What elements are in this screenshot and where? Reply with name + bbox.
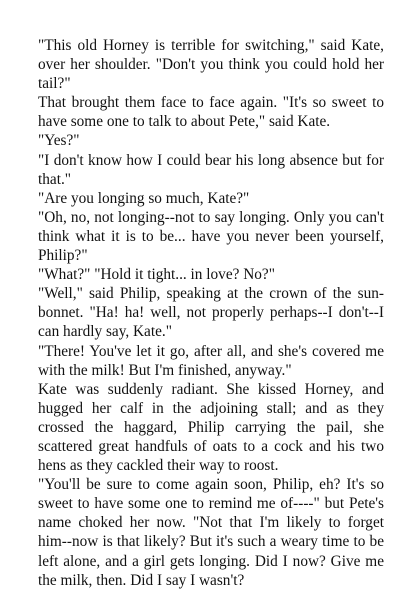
paragraph: "Oh, no, not longing--not to say longing. Only you can't think what it is to be... have you never been yourself, Philip?" xyxy=(38,208,384,265)
paragraph: That brought them face to face again. "It's so sweet to have some one to talk to about Pete," said Kate. xyxy=(38,94,384,131)
paragraph: "I don't know how I could bear his long absence but for that." xyxy=(38,151,384,188)
paragraph: "You'll be sure to come again soon, Philip, eh? It's so sweet to have some one to remind me of----" but Pete's name choked her now. "Not that I'm likely to forget him--now is that likely? But it's such a weary time to be left alone, and a girl gets longing. Did I now? Give me the milk, then. Did I say I wasn't? xyxy=(38,476,384,589)
paragraph: "This old Horney is terrible for switching," said Kate, over her shoulder. "Don't you think you could hold her tail?" xyxy=(38,37,384,93)
paragraph: "Are you longing so much, Kate?" xyxy=(38,189,250,207)
paragraph: "Yes?" xyxy=(38,132,80,150)
paragraph: "Well," said Philip, speaking at the crown of the sun-bonnet. "Ha! ha! well, not properly perhaps--I don't--I can hardly say, Kate." xyxy=(38,285,384,341)
paragraph: Kate was suddenly radiant. She kissed Horney, and hugged her calf in the adjoining stall; and as they crossed the haggard, Philip carrying the pail, she scattered great handfuls of oats to a cock and his two hens as they cackled their way to roost. xyxy=(38,380,384,475)
paragraph: "There! You've let it go, after all, and she's covered me with the milk! But I'm finished, anyway." xyxy=(38,342,384,379)
paragraph: "What?" "Hold it tight... in love? No?" xyxy=(38,266,275,284)
page-text xyxy=(38,36,384,590)
